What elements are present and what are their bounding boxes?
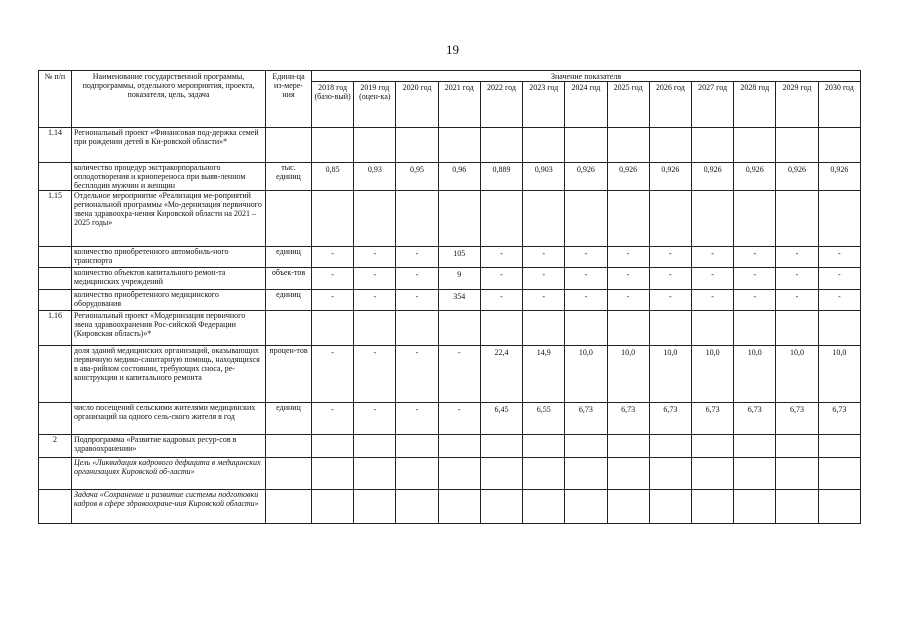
- header-year: 2019 год (оцен-ка): [354, 82, 396, 128]
- row-value: -: [734, 290, 776, 311]
- row-value: 6,73: [565, 403, 607, 435]
- row-value: [734, 458, 776, 490]
- row-value: [438, 311, 480, 346]
- row-name: доля зданий медицинских организаций, оказывающих первичную медико-санитарную помощь, находящихся в ава-рийном состоянии, требующих сноса, ре-конструкции и капитального ремонта: [72, 346, 266, 403]
- row-value: -: [649, 247, 691, 268]
- row-value: [818, 128, 860, 163]
- table-row: [39, 247, 861, 268]
- row-value: 6,73: [607, 403, 649, 435]
- row-value: 0,926: [607, 163, 649, 191]
- row-value: [312, 458, 354, 490]
- row-value: -: [523, 290, 565, 311]
- row-value: -: [734, 247, 776, 268]
- header-year: 2026 год: [649, 82, 691, 128]
- row-value: [734, 435, 776, 458]
- row-value: [649, 458, 691, 490]
- row-value: [523, 458, 565, 490]
- row-value: -: [691, 290, 733, 311]
- header-year: 2023 год: [523, 82, 565, 128]
- header-year: 2018 год (базо-вый): [312, 82, 354, 128]
- row-value: 10,0: [776, 346, 818, 403]
- row-value: -: [480, 290, 522, 311]
- row-value: [776, 490, 818, 524]
- table-row: [39, 346, 861, 403]
- row-value: 14,9: [523, 346, 565, 403]
- row-value: 0,889: [480, 163, 522, 191]
- row-value: [354, 191, 396, 247]
- row-value: [734, 490, 776, 524]
- table-row: [39, 163, 861, 191]
- header-num: № п/п: [39, 71, 72, 128]
- header-year: 2022 год: [480, 82, 522, 128]
- row-unit: тыс. единиц: [266, 163, 312, 191]
- row-value: [691, 128, 733, 163]
- row-value: [734, 128, 776, 163]
- row-value: -: [776, 290, 818, 311]
- row-value: 9: [438, 268, 480, 290]
- row-value: [818, 191, 860, 247]
- row-unit: процен-тов: [266, 346, 312, 403]
- row-number: [39, 247, 72, 268]
- row-value: [649, 435, 691, 458]
- row-name: число посещений сельскими жителями медицинских организаций на одного сель-ского жителя в год: [72, 403, 266, 435]
- row-unit: [266, 128, 312, 163]
- row-value: [396, 435, 438, 458]
- row-value: [565, 311, 607, 346]
- header-year: 2020 год: [396, 82, 438, 128]
- row-value: 22,4: [480, 346, 522, 403]
- row-value: -: [565, 268, 607, 290]
- row-value: [691, 458, 733, 490]
- row-value: [480, 191, 522, 247]
- row-value: [480, 435, 522, 458]
- row-value: -: [438, 346, 480, 403]
- row-value: 0,93: [354, 163, 396, 191]
- row-value: [607, 128, 649, 163]
- row-value: [565, 435, 607, 458]
- row-value: [691, 435, 733, 458]
- row-unit: [266, 458, 312, 490]
- row-name: Региональный проект «Модернизация первичного звена здравоохранения Рос-сийской Федерации (Кировская область)»*: [72, 311, 266, 346]
- row-value: [480, 490, 522, 524]
- row-unit: [266, 311, 312, 346]
- row-value: [523, 435, 565, 458]
- row-value: [438, 458, 480, 490]
- row-value: 6,55: [523, 403, 565, 435]
- row-value: -: [354, 268, 396, 290]
- row-number: [39, 290, 72, 311]
- row-value: -: [480, 247, 522, 268]
- row-value: -: [818, 247, 860, 268]
- table-row: [39, 435, 861, 458]
- row-number: 1.14: [39, 128, 72, 163]
- row-value: [776, 435, 818, 458]
- row-value: [312, 191, 354, 247]
- row-value: [776, 458, 818, 490]
- row-value: [691, 311, 733, 346]
- table-row: [39, 290, 861, 311]
- row-value: 6,73: [649, 403, 691, 435]
- table-row: [39, 403, 861, 435]
- row-value: 6,73: [776, 403, 818, 435]
- row-unit: [266, 490, 312, 524]
- row-value: 354: [438, 290, 480, 311]
- row-value: -: [565, 290, 607, 311]
- row-value: [396, 490, 438, 524]
- row-value: 6,73: [691, 403, 733, 435]
- row-name: количество приобретенного автомобиль-ного транспорта: [72, 247, 266, 268]
- header-year: 2024 год: [565, 82, 607, 128]
- row-value: [312, 311, 354, 346]
- row-value: [734, 311, 776, 346]
- row-value: [818, 435, 860, 458]
- table-row: [39, 490, 861, 524]
- row-unit: единиц: [266, 247, 312, 268]
- row-value: [312, 435, 354, 458]
- row-value: [438, 490, 480, 524]
- row-value: [565, 191, 607, 247]
- row-unit: единиц: [266, 403, 312, 435]
- row-name: количество процедур экстракорпорального оплодотворения и криопереноса при выяв-ленном бесплодии мужчин и женщин: [72, 163, 266, 191]
- row-value: [607, 191, 649, 247]
- header-year: 2021 год: [438, 82, 480, 128]
- row-value: [354, 128, 396, 163]
- row-value: [776, 311, 818, 346]
- row-value: -: [818, 290, 860, 311]
- row-value: [523, 128, 565, 163]
- row-value: [523, 191, 565, 247]
- row-value: 0,903: [523, 163, 565, 191]
- row-value: [523, 490, 565, 524]
- row-unit: единиц: [266, 290, 312, 311]
- header-values-title: Значение показателя: [312, 71, 861, 82]
- row-number: [39, 490, 72, 524]
- page-number: 19: [446, 42, 459, 57]
- row-value: -: [607, 290, 649, 311]
- row-value: 6,73: [818, 403, 860, 435]
- table-row: [39, 268, 861, 290]
- row-value: [649, 311, 691, 346]
- row-value: 0,926: [649, 163, 691, 191]
- row-value: [649, 490, 691, 524]
- row-value: 10,0: [734, 346, 776, 403]
- row-name: Подпрограмма «Развитие кадровых ресур-сов в здравоохранении»: [72, 435, 266, 458]
- row-value: -: [649, 268, 691, 290]
- row-number: [39, 458, 72, 490]
- row-value: [607, 458, 649, 490]
- row-value: -: [312, 268, 354, 290]
- row-number: [39, 346, 72, 403]
- row-name: количество приобретенного медицинского оборудования: [72, 290, 266, 311]
- row-name: Региональный проект «Финансовая под-держка семей при рождении детей в Ки-ровской области»*: [72, 128, 266, 163]
- table-row: [39, 311, 861, 346]
- row-value: [438, 128, 480, 163]
- row-value: 6,73: [734, 403, 776, 435]
- row-value: -: [396, 268, 438, 290]
- row-value: [480, 458, 522, 490]
- row-value: -: [691, 268, 733, 290]
- row-value: -: [649, 290, 691, 311]
- row-value: -: [607, 247, 649, 268]
- row-value: 0,95: [396, 163, 438, 191]
- row-value: 0,926: [734, 163, 776, 191]
- row-value: [396, 128, 438, 163]
- row-value: [354, 311, 396, 346]
- row-value: -: [354, 403, 396, 435]
- row-number: 1.15: [39, 191, 72, 247]
- row-value: -: [565, 247, 607, 268]
- row-value: [438, 435, 480, 458]
- row-value: [691, 490, 733, 524]
- row-value: [691, 191, 733, 247]
- row-value: -: [734, 268, 776, 290]
- row-value: 6,45: [480, 403, 522, 435]
- row-value: [354, 435, 396, 458]
- row-name: Задача «Сохранение и развитие системы подготовки кадров в сфере здравоохране-ния Кировской области»: [72, 490, 266, 524]
- row-name: количество объектов капитального ремон-та медицинских учреждений: [72, 268, 266, 290]
- row-value: 10,0: [565, 346, 607, 403]
- row-value: -: [354, 247, 396, 268]
- row-value: -: [354, 290, 396, 311]
- row-value: [438, 191, 480, 247]
- row-value: -: [480, 268, 522, 290]
- row-value: [354, 458, 396, 490]
- row-value: -: [312, 247, 354, 268]
- row-value: [565, 490, 607, 524]
- row-value: 10,0: [818, 346, 860, 403]
- row-value: -: [396, 247, 438, 268]
- row-value: [396, 191, 438, 247]
- row-value: -: [396, 346, 438, 403]
- row-number: [39, 163, 72, 191]
- row-value: -: [776, 247, 818, 268]
- header-name: Наименование государственной программы, подпрограммы, отдельного мероприятия, проекта, показателя, цель, задача: [72, 71, 266, 128]
- row-value: -: [312, 403, 354, 435]
- row-name: Отдельное мероприятие «Реализация ме-роприятий региональной программы «Мо-дернизация первичного звена здравоохра-нения Кировской области на 2021 – 2025 годы»: [72, 191, 266, 247]
- row-value: 10,0: [607, 346, 649, 403]
- row-value: -: [691, 247, 733, 268]
- row-number: 1.16: [39, 311, 72, 346]
- header-year: 2025 год: [607, 82, 649, 128]
- row-value: [734, 191, 776, 247]
- header-unit: Едини-ца из-мере-ния: [266, 71, 312, 128]
- header-year: 2028 год: [734, 82, 776, 128]
- row-value: [607, 490, 649, 524]
- table-row: [39, 128, 861, 163]
- row-value: [312, 128, 354, 163]
- row-number: [39, 268, 72, 290]
- row-value: -: [523, 247, 565, 268]
- table-row: [39, 191, 861, 247]
- row-value: [776, 191, 818, 247]
- row-value: -: [396, 290, 438, 311]
- row-value: -: [776, 268, 818, 290]
- row-value: 0,85: [312, 163, 354, 191]
- row-value: 10,0: [649, 346, 691, 403]
- row-value: -: [438, 403, 480, 435]
- row-value: -: [523, 268, 565, 290]
- row-value: 105: [438, 247, 480, 268]
- row-number: [39, 403, 72, 435]
- row-value: [523, 311, 565, 346]
- indicator-table: [38, 70, 861, 524]
- row-value: [354, 490, 396, 524]
- row-value: [607, 311, 649, 346]
- header-year: 2030 год: [818, 82, 860, 128]
- row-value: [818, 311, 860, 346]
- row-value: -: [312, 346, 354, 403]
- row-value: [818, 458, 860, 490]
- row-value: [565, 458, 607, 490]
- row-value: 0,926: [776, 163, 818, 191]
- row-value: [776, 128, 818, 163]
- row-value: -: [818, 268, 860, 290]
- header-year: 2027 год: [691, 82, 733, 128]
- row-value: [396, 311, 438, 346]
- row-value: [565, 128, 607, 163]
- row-value: [818, 490, 860, 524]
- row-unit: объек-тов: [266, 268, 312, 290]
- row-value: -: [396, 403, 438, 435]
- row-number: 2: [39, 435, 72, 458]
- row-unit: [266, 435, 312, 458]
- table-row: [39, 458, 861, 490]
- row-value: 0,926: [565, 163, 607, 191]
- row-value: [480, 311, 522, 346]
- row-value: [607, 435, 649, 458]
- row-value: [649, 191, 691, 247]
- row-value: -: [607, 268, 649, 290]
- header-year: 2029 год: [776, 82, 818, 128]
- row-value: -: [312, 290, 354, 311]
- row-value: [396, 458, 438, 490]
- row-value: 10,0: [691, 346, 733, 403]
- row-name: Цель «Ликвидация кадрового дефицита в медицинских организациях Кировской об-ласти»: [72, 458, 266, 490]
- row-value: [480, 128, 522, 163]
- header-row: [39, 71, 861, 82]
- row-value: 0,926: [818, 163, 860, 191]
- row-value: 0,926: [691, 163, 733, 191]
- row-unit: [266, 191, 312, 247]
- row-value: [312, 490, 354, 524]
- row-value: [649, 128, 691, 163]
- row-value: -: [354, 346, 396, 403]
- row-value: 0,96: [438, 163, 480, 191]
